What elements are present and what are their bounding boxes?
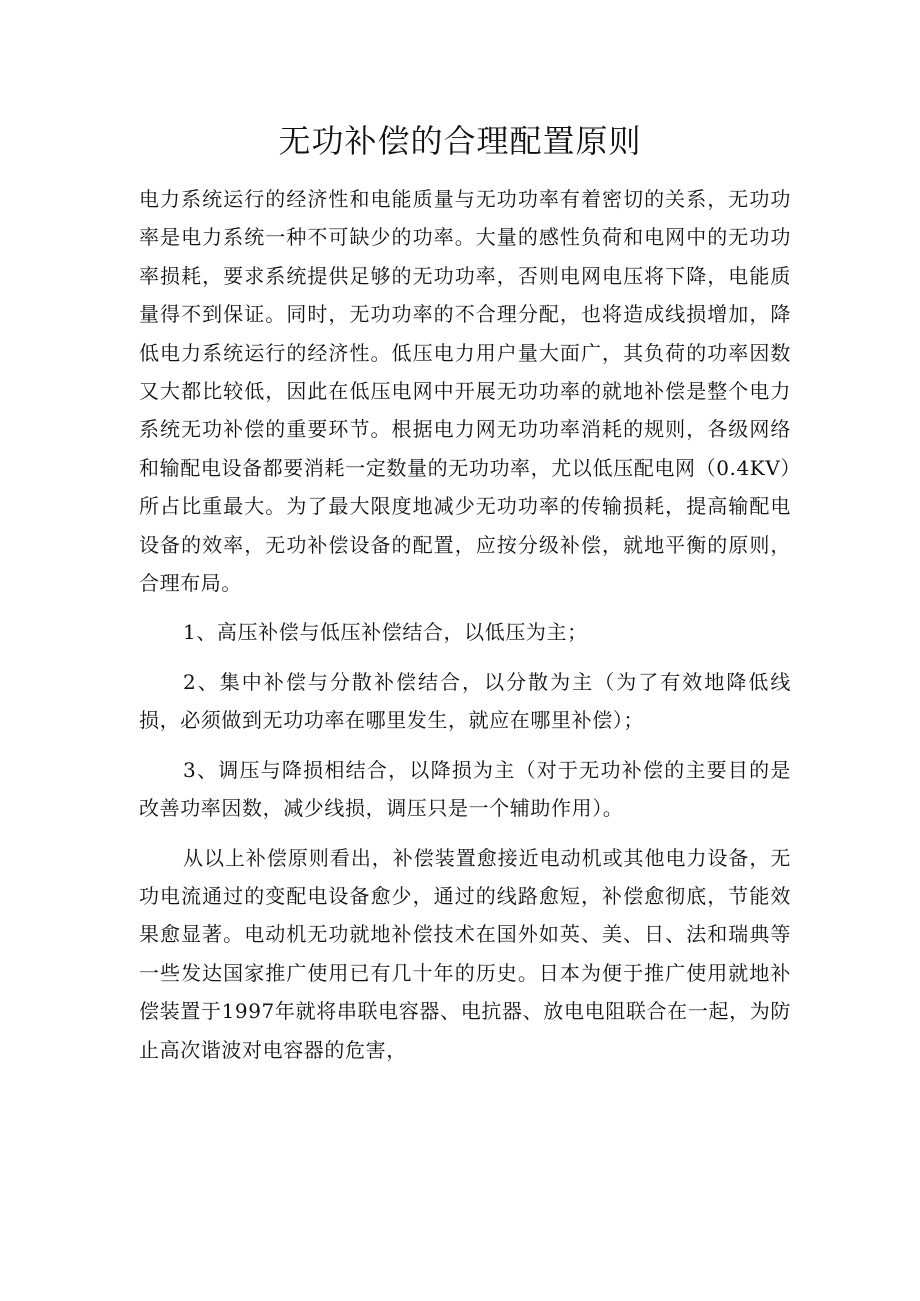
paragraph-conclusion: 从以上补偿原则看出，补偿装置愈接近电动机或其他电力设备，无功电流通过的变配电设备愈少，通过的线路愈短，补偿愈彻底，节能效果愈显著。电动机无功就地补偿技术在国外如英、美、日、法和瑞典等一些发达国家推广使用已有几十年的历史。日本为便于推广使用就地补偿装置于1997年就将串联电容器、电抗器、放电电阻联合在一起，为防止高次谐波对电容器的危害， (139, 845, 791, 1062)
document-body (139, 180, 791, 1080)
principle-item-2: 2、集中补偿与分散补偿结合，以分散为主（为了有效地降低线损，必须做到无功功率在哪里发生，就应在哪里补偿）； (139, 669, 791, 733)
principle-item-3: 3、调压与降损相结合，以降损为主（对于无功补偿的主要目的是改善功率因数，减少线损，调压只是一个辅助作用）。 (139, 757, 791, 821)
document-title: 无功补偿的合理配置原则 (278, 122, 642, 160)
principle-item-1: 1、高压补偿与低压补偿结合，以低压为主； (183, 620, 588, 645)
paragraph-intro: 电力系统运行的经济性和电能质量与无功功率有着密切的关系，无功功率是电力系统一种不可缺少的功率。大量的感性负荷和电网中的无功功率损耗，要求系统提供足够的无功功率，否则电网电压将下降，电能质量得不到保证。同时，无功功率的不合理分配，也将造成线损增加，降低电力系统运行的经济性。低压电力用户量大面广，其负荷的功率因数又大都比较低，因此在低压电网中开展无功功率的就地补偿是整个电力系统无功补偿的重要环节。根据电力网无功功率消耗的规则，各级网络和输配电设备都要消耗一定数量的无功功率，尤以低压配电网（0.4KV）所占比重最大。为了最大限度地减少无功功率的传输损耗，提高输配电设备的效率，无功补偿设备的配置，应按分级补偿，就地平衡的原则，合理布局。 (139, 187, 791, 596)
